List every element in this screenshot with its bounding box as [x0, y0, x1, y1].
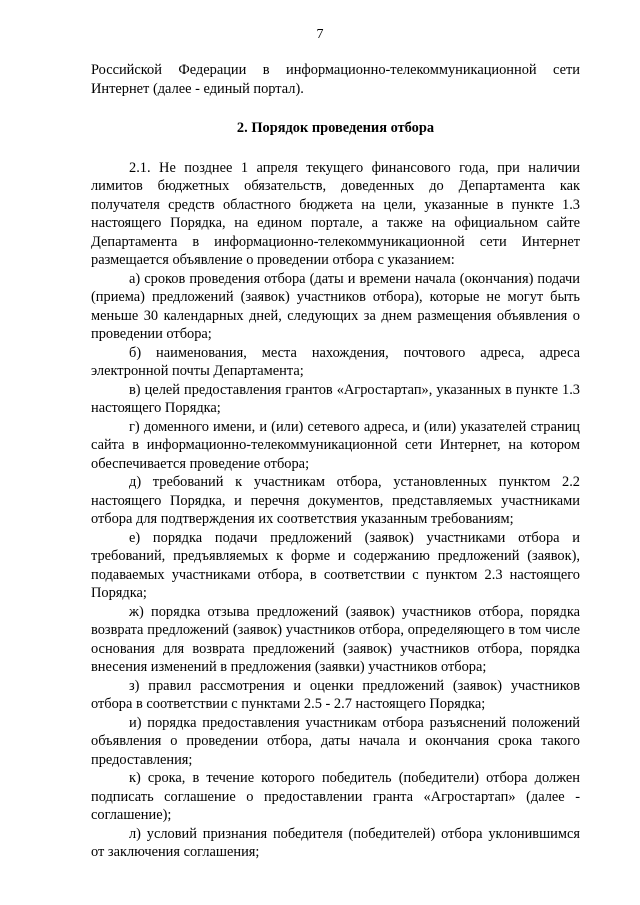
paragraph-item-z: з) правил рассмотрения и оценки предложений (заявок) участников отбора в соответствии с пунктами 2.5 - 2.7 настоящего Порядка;: [91, 677, 580, 712]
document-body: [91, 61, 580, 862]
paragraph-2-1: 2.1. Не позднее 1 апреля текущего финансового года, при наличии лимитов бюджетных обязательств, доведенных до Департамента как получателя средств областного бюджета на цели, указанные в пункте 1.3 настоящего Порядка, на едином портале, а также на официальном сайте Департамента в информационно-телекоммуникационной сети Интернет размещается объявление о проведении отбора с указанием:: [91, 159, 580, 268]
paragraph-item-d: д) требований к участникам отбора, установленных пунктом 2.2 настоящего Порядка, и перечня документов, представляемых участниками отбора для подтверждения их соответствия указанным требованиям;: [91, 474, 580, 527]
paragraph-item-b: б) наименования, места нахождения, почтового адреса, адреса электронной почты Департамента;: [91, 344, 580, 379]
paragraph-item-g: г) доменного имени, и (или) сетевого адреса, и (или) указателей страниц сайта в информационно-телекоммуникационной сети Интернет, на котором обеспечивается проведение отбора;: [91, 418, 580, 472]
paragraph-item-e: е) порядка подачи предложений (заявок) участниками отбора и требований, предъявляемых к форме и содержанию предложений (заявок), подаваемых участниками отбора, в соответствии с пунктом 2.3 настоящего Порядка;: [91, 529, 580, 601]
paragraph-item-i: и) порядка предоставления участникам отбора разъяснений положений объявления о проведении отбора, даты начала и окончания срока такого предоставления;: [91, 714, 580, 768]
paragraph-item-l: л) условий признания победителя (победителей) отбора уклонившимся от заключения соглашения;: [91, 825, 580, 860]
section-heading: 2. Порядок проведения отбора: [236, 120, 435, 136]
page-number: 7: [316, 27, 324, 42]
paragraph-item-a: а) сроков проведения отбора (даты и времени начала (окончания) подачи (приема) предложений (заявок) участников отбора), которые не могут быть меньше 30 календарных дней, следующих за днем размещения объявления о проведении отбора;: [91, 270, 580, 342]
paragraph-item-k: к) срока, в течение которого победитель (победители) отбора должен подписать соглашение о предоставлении гранта «Агростартап» (далее - соглашение);: [91, 770, 580, 823]
paragraph-item-zh: ж) порядка отзыва предложений (заявок) участников отбора, порядка возврата предложений (заявок) участников отбора, определяющего в том числе основания для возврата предложений (заявок) участников отбора, порядка внесения изменений в предложения (заявки) участников отбора;: [91, 603, 580, 675]
intro-paragraph: Российской Федерации в информационно-телекоммуникационной сети Интернет (далее - единый портал).: [91, 62, 580, 97]
paragraph-item-v: в) целей предоставления грантов «Агростартап», указанных в пункте 1.3 настоящего Порядка;: [91, 381, 580, 416]
